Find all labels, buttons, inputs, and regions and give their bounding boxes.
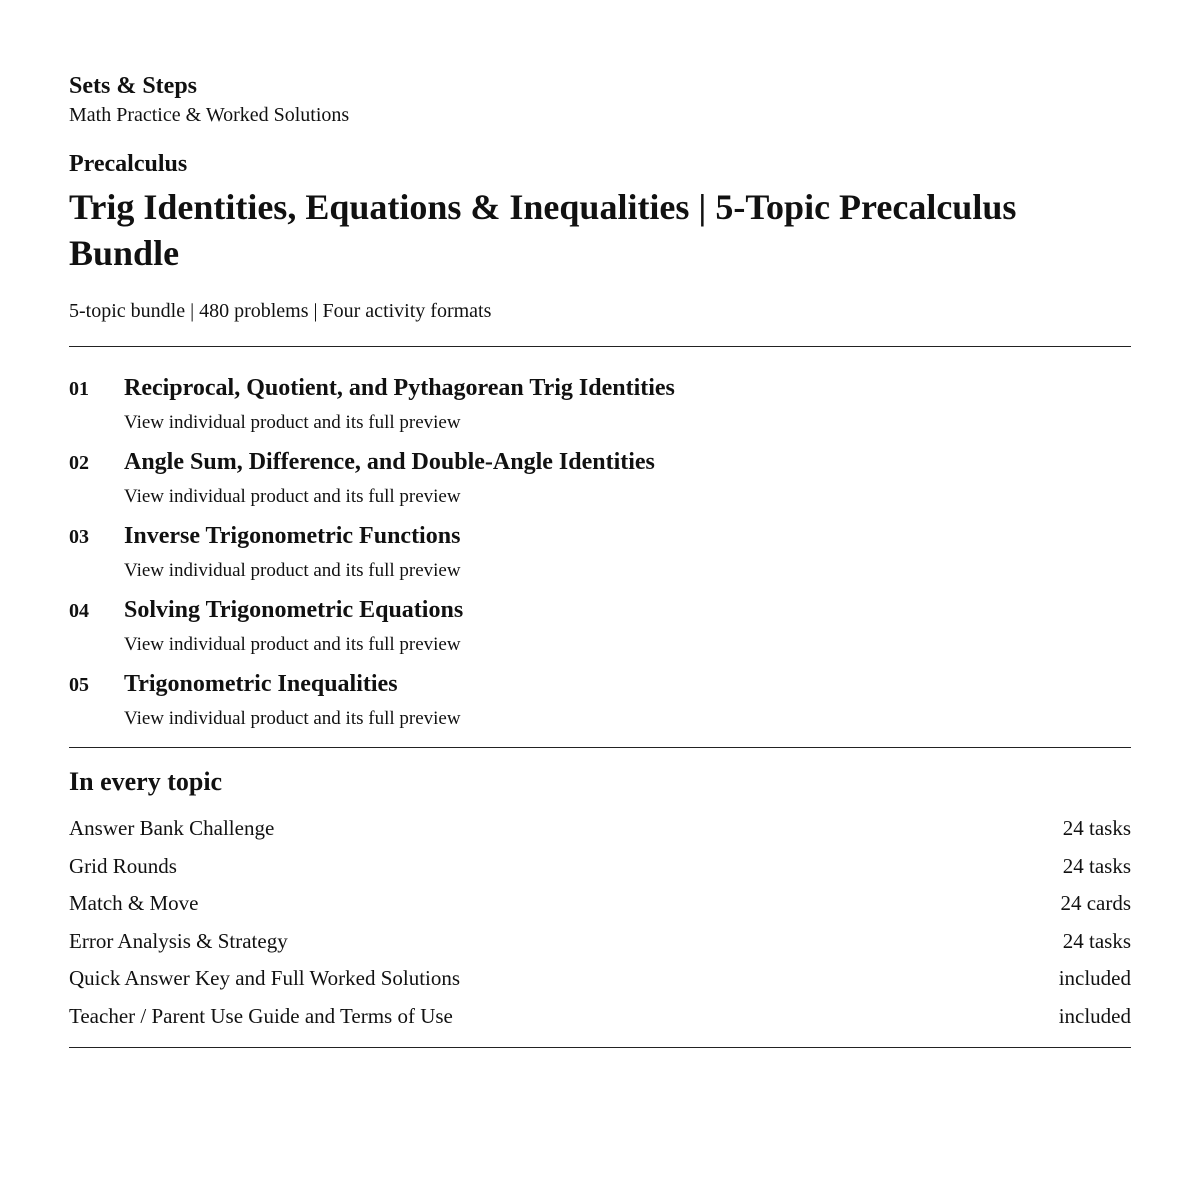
product-category: Precalculus: [69, 151, 188, 177]
view-product-link[interactable]: View individual product and its full preview: [124, 634, 461, 655]
view-product-link[interactable]: View individual product and its full preview: [124, 560, 461, 581]
view-product-link[interactable]: View individual product and its full preview: [124, 412, 461, 433]
feature-row: [69, 810, 1131, 848]
topic-header: [69, 521, 1131, 551]
product-title: Trig Identities, Equations & Inequalities | 5-Topic Precalculus Bundle: [69, 187, 1017, 273]
feature-row: [69, 998, 1131, 1036]
brand-header: [69, 72, 1131, 128]
section-heading: In every topic: [69, 767, 223, 796]
feature-label: Quick Answer Key and Full Worked Solutions: [69, 966, 461, 990]
topic-item: [69, 447, 1131, 509]
divider: [69, 346, 1131, 347]
topic-number: 01: [69, 378, 89, 400]
topic-number: 04: [69, 600, 89, 622]
feature-value: included: [1058, 1003, 1131, 1028]
topic-number: 03: [69, 526, 89, 548]
topic-header: [69, 373, 1131, 403]
divider: [69, 747, 1131, 748]
view-product-link[interactable]: View individual product and its full preview: [124, 486, 461, 507]
feature-row: [69, 960, 1131, 998]
feature-label: Teacher / Parent Use Guide and Terms of Use: [69, 1003, 453, 1028]
feature-label: Answer Bank Challenge: [69, 816, 275, 840]
topic-item: [69, 521, 1131, 583]
feature-value: 24 cards: [1060, 891, 1131, 915]
topic-number: 05: [69, 674, 89, 696]
topic-title: Inverse Trigonometric Functions: [124, 523, 461, 549]
brand-tagline: Math Practice & Worked Solutions: [69, 104, 350, 126]
topic-item: [69, 373, 1131, 435]
feature-value: 24 tasks: [1062, 816, 1131, 840]
topic-number: 02: [69, 452, 89, 474]
divider: [69, 1047, 1131, 1048]
feature-value: 24 tasks: [1062, 928, 1131, 953]
topic-title: Solving Trigonometric Equations: [124, 597, 464, 623]
topic-title: Trigonometric Inequalities: [124, 671, 398, 697]
feature-label: Grid Rounds: [69, 853, 177, 878]
topic-title: Reciprocal, Quotient, and Pythagorean Trig Identities: [124, 375, 675, 401]
feature-value: included: [1058, 966, 1131, 990]
feature-row: [69, 848, 1131, 886]
feature-label: Error Analysis & Strategy: [69, 928, 288, 953]
brand-name: Sets & Steps: [69, 73, 198, 99]
topic-item: [69, 669, 1131, 731]
included-section: [69, 766, 1131, 1035]
topic-header: [69, 669, 1131, 699]
topic-title: Angle Sum, Difference, and Double-Angle Identities: [124, 449, 655, 475]
feature-row: [69, 885, 1131, 923]
feature-row: [69, 923, 1131, 961]
feature-value: 24 tasks: [1062, 853, 1131, 878]
topic-header: [69, 595, 1131, 625]
topic-item: [69, 595, 1131, 657]
feature-label: Match & Move: [69, 891, 199, 915]
feature-list: [69, 810, 1131, 1035]
product-meta: 5-topic bundle | 480 problems | Four activity formats: [69, 300, 492, 322]
view-product-link[interactable]: View individual product and its full preview: [124, 708, 461, 729]
topic-list: [69, 373, 1131, 731]
topic-header: [69, 447, 1131, 477]
